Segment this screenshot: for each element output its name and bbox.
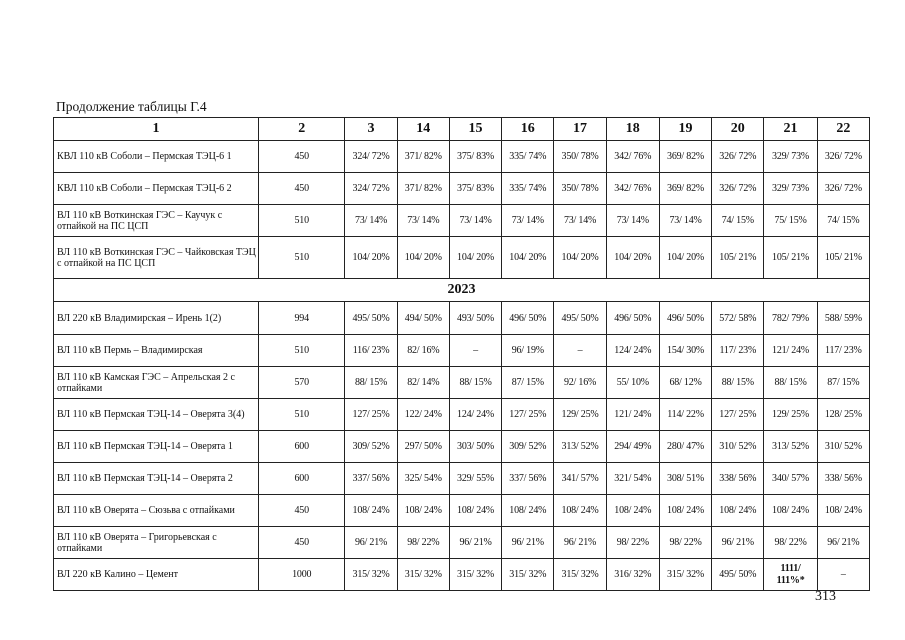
page-number: 313 (815, 589, 836, 604)
value-cell: 350/ 78% (554, 141, 606, 173)
value-cell: 316/ 32% (606, 559, 659, 591)
value-cell: 129/ 25% (764, 399, 817, 431)
capacity-cell: 450 (259, 495, 345, 527)
value-cell: 88/ 15% (712, 367, 764, 399)
value-cell: 104/ 20% (397, 237, 449, 279)
value-cell: 337/ 56% (502, 463, 554, 495)
value-cell: 324/ 72% (345, 141, 397, 173)
table-caption: Продолжение таблицы Г.4 (56, 99, 207, 114)
capacity-cell: 570 (259, 367, 345, 399)
capacity-cell: 600 (259, 431, 345, 463)
line-name-cell: ВЛ 110 кВ Оверята – Григорьевская с отпайками (54, 527, 259, 559)
table-row (54, 559, 870, 591)
table-row (54, 141, 870, 173)
line-name-cell: ВЛ 110 кВ Пермская ТЭЦ-14 – Оверята 2 (54, 463, 259, 495)
value-cell: 495/ 50% (345, 302, 397, 335)
value-cell: 98/ 22% (397, 527, 449, 559)
value-cell: 105/ 21% (764, 237, 817, 279)
value-cell: 326/ 72% (817, 141, 869, 173)
table-row (54, 335, 870, 367)
value-cell: 496/ 50% (659, 302, 711, 335)
value-cell: 96/ 21% (345, 527, 397, 559)
value-cell: 321/ 54% (606, 463, 659, 495)
value-cell: 494/ 50% (397, 302, 449, 335)
header-row (54, 118, 870, 141)
value-cell: 127/ 25% (712, 399, 764, 431)
value-cell: 96/ 21% (502, 527, 554, 559)
column-header: 16 (502, 118, 554, 141)
value-cell: 75/ 15% (764, 205, 817, 237)
capacity-cell: 450 (259, 173, 345, 205)
capacity-cell: 450 (259, 527, 345, 559)
value-cell: 87/ 15% (502, 367, 554, 399)
value-cell: 340/ 57% (764, 463, 817, 495)
value-cell: 371/ 82% (397, 173, 449, 205)
value-cell: 129/ 25% (554, 399, 606, 431)
rows-after-year (54, 302, 870, 591)
value-cell: 313/ 52% (554, 431, 606, 463)
value-cell: 335/ 74% (502, 141, 554, 173)
value-cell: 74/ 15% (817, 205, 869, 237)
value-cell: 495/ 50% (712, 559, 764, 591)
value-cell: 104/ 20% (659, 237, 711, 279)
table-row (54, 463, 870, 495)
table-row (54, 237, 870, 279)
value-cell: 104/ 20% (502, 237, 554, 279)
line-name-cell: КВЛ 110 кВ Соболи – Пермская ТЭЦ-6 2 (54, 173, 259, 205)
value-cell: 116/ 23% (345, 335, 397, 367)
value-cell: 82/ 14% (397, 367, 449, 399)
value-cell: 495/ 50% (554, 302, 606, 335)
value-cell: 96/ 19% (502, 335, 554, 367)
value-cell: 341/ 57% (554, 463, 606, 495)
value-cell: 375/ 83% (449, 141, 501, 173)
capacity-cell: 994 (259, 302, 345, 335)
table-row (54, 399, 870, 431)
column-header: 2 (259, 118, 345, 141)
value-cell: 371/ 82% (397, 141, 449, 173)
value-cell: 108/ 24% (817, 495, 869, 527)
column-header: 15 (449, 118, 501, 141)
table-row (54, 431, 870, 463)
column-header: 19 (659, 118, 711, 141)
value-cell: 308/ 51% (659, 463, 711, 495)
line-name-cell: ВЛ 110 кВ Пермская ТЭЦ-14 – Оверята 1 (54, 431, 259, 463)
value-cell: 342/ 76% (606, 173, 659, 205)
value-cell: 73/ 14% (606, 205, 659, 237)
value-cell: 108/ 24% (397, 495, 449, 527)
value-cell: 309/ 52% (345, 431, 397, 463)
column-header: 1 (54, 118, 259, 141)
line-name-cell: ВЛ 110 кВ Камская ГЭС – Апрельская 2 с отпайками (54, 367, 259, 399)
data-table (53, 117, 870, 591)
value-cell: 496/ 50% (502, 302, 554, 335)
value-cell: 73/ 14% (397, 205, 449, 237)
value-cell: 280/ 47% (659, 431, 711, 463)
value-cell: 92/ 16% (554, 367, 606, 399)
value-cell: 82/ 16% (397, 335, 449, 367)
line-name-cell: ВЛ 110 кВ Пермь – Владимирская (54, 335, 259, 367)
value-cell: 310/ 52% (712, 431, 764, 463)
value-cell: 369/ 82% (659, 141, 711, 173)
value-cell: 117/ 23% (817, 335, 869, 367)
value-cell: 329/ 73% (764, 141, 817, 173)
value-cell: 96/ 21% (817, 527, 869, 559)
capacity-cell: 510 (259, 335, 345, 367)
line-name-cell: ВЛ 110 кВ Пермская ТЭЦ-14 – Оверята 3(4) (54, 399, 259, 431)
value-cell: – (449, 335, 501, 367)
value-cell: 98/ 22% (764, 527, 817, 559)
value-cell: 108/ 24% (659, 495, 711, 527)
value-cell: 375/ 83% (449, 173, 501, 205)
value-cell: 117/ 23% (712, 335, 764, 367)
value-cell: 88/ 15% (449, 367, 501, 399)
value-cell: 104/ 20% (345, 237, 397, 279)
value-cell: 297/ 50% (397, 431, 449, 463)
value-cell: 315/ 32% (502, 559, 554, 591)
value-cell: 338/ 56% (817, 463, 869, 495)
value-cell: 73/ 14% (554, 205, 606, 237)
value-cell: 73/ 14% (502, 205, 554, 237)
value-cell: 326/ 72% (712, 141, 764, 173)
table-row (54, 302, 870, 335)
table-row (54, 173, 870, 205)
value-cell: 114/ 22% (659, 399, 711, 431)
column-header: 18 (606, 118, 659, 141)
column-header: 21 (764, 118, 817, 141)
value-cell: 96/ 21% (449, 527, 501, 559)
line-name-cell: КВЛ 110 кВ Соболи – Пермская ТЭЦ-6 1 (54, 141, 259, 173)
value-cell: 121/ 24% (764, 335, 817, 367)
value-cell: 1111/ 111%* (764, 559, 817, 591)
value-cell: 369/ 82% (659, 173, 711, 205)
value-cell: 294/ 49% (606, 431, 659, 463)
line-name-cell: ВЛ 110 кВ Оверята – Сюзьва с отпайками (54, 495, 259, 527)
value-cell: 121/ 24% (606, 399, 659, 431)
value-cell: 108/ 24% (345, 495, 397, 527)
value-cell: – (817, 559, 869, 591)
capacity-cell: 600 (259, 463, 345, 495)
capacity-cell: 510 (259, 399, 345, 431)
value-cell: 105/ 21% (712, 237, 764, 279)
value-cell: 96/ 21% (712, 527, 764, 559)
column-header: 17 (554, 118, 606, 141)
value-cell: 493/ 50% (449, 302, 501, 335)
value-cell: 73/ 14% (659, 205, 711, 237)
value-cell: 88/ 15% (764, 367, 817, 399)
value-cell: 73/ 14% (449, 205, 501, 237)
value-cell: 127/ 25% (502, 399, 554, 431)
value-cell: 782/ 79% (764, 302, 817, 335)
value-cell: 74/ 15% (712, 205, 764, 237)
capacity-cell: 510 (259, 205, 345, 237)
value-cell: 572/ 58% (712, 302, 764, 335)
value-cell: 96/ 21% (554, 527, 606, 559)
line-name-cell: ВЛ 220 кВ Калино – Цемент (54, 559, 259, 591)
table-row (54, 495, 870, 527)
value-cell: 315/ 32% (345, 559, 397, 591)
value-cell: 303/ 50% (449, 431, 501, 463)
value-cell: 315/ 32% (554, 559, 606, 591)
value-cell: 127/ 25% (345, 399, 397, 431)
value-cell: 73/ 14% (345, 205, 397, 237)
value-cell: 108/ 24% (712, 495, 764, 527)
value-cell: 108/ 24% (554, 495, 606, 527)
value-cell: 98/ 22% (659, 527, 711, 559)
value-cell: 108/ 24% (449, 495, 501, 527)
value-cell: 124/ 24% (606, 335, 659, 367)
column-header: 3 (345, 118, 397, 141)
value-cell: 337/ 56% (345, 463, 397, 495)
year-label: 2023 (54, 279, 870, 302)
value-cell: 588/ 59% (817, 302, 869, 335)
year-row (54, 279, 870, 302)
value-cell: 98/ 22% (606, 527, 659, 559)
column-header: 20 (712, 118, 764, 141)
value-cell: 315/ 32% (449, 559, 501, 591)
value-cell: 108/ 24% (764, 495, 817, 527)
value-cell: 122/ 24% (397, 399, 449, 431)
capacity-cell: 1000 (259, 559, 345, 591)
value-cell: 124/ 24% (449, 399, 501, 431)
value-cell: 104/ 20% (449, 237, 501, 279)
line-name-cell: ВЛ 220 кВ Владимирская – Ирень 1(2) (54, 302, 259, 335)
year-section (54, 279, 870, 302)
value-cell: 338/ 56% (712, 463, 764, 495)
value-cell: 88/ 15% (345, 367, 397, 399)
value-cell: 104/ 20% (606, 237, 659, 279)
capacity-cell: 510 (259, 237, 345, 279)
value-cell: 335/ 74% (502, 173, 554, 205)
column-header: 14 (397, 118, 449, 141)
rows-before-year (54, 141, 870, 279)
value-cell: – (554, 335, 606, 367)
table-row (54, 205, 870, 237)
value-cell: 342/ 76% (606, 141, 659, 173)
value-cell: 326/ 72% (712, 173, 764, 205)
value-cell: 154/ 30% (659, 335, 711, 367)
value-cell: 329/ 73% (764, 173, 817, 205)
value-cell: 315/ 32% (397, 559, 449, 591)
line-name-cell: ВЛ 110 кВ Воткинская ГЭС – Каучук с отпайкой на ПС ЦСП (54, 205, 259, 237)
value-cell: 313/ 52% (764, 431, 817, 463)
value-cell: 325/ 54% (397, 463, 449, 495)
value-cell: 309/ 52% (502, 431, 554, 463)
value-cell: 326/ 72% (817, 173, 869, 205)
value-cell: 310/ 52% (817, 431, 869, 463)
capacity-cell: 450 (259, 141, 345, 173)
value-cell: 105/ 21% (817, 237, 869, 279)
value-cell: 68/ 12% (659, 367, 711, 399)
value-cell: 329/ 55% (449, 463, 501, 495)
column-header: 22 (817, 118, 869, 141)
value-cell: 350/ 78% (554, 173, 606, 205)
line-name-cell: ВЛ 110 кВ Воткинская ГЭС – Чайковская ТЭЦ с отпайкой на ПС ЦСП (54, 237, 259, 279)
value-cell: 104/ 20% (554, 237, 606, 279)
value-cell: 55/ 10% (606, 367, 659, 399)
value-cell: 87/ 15% (817, 367, 869, 399)
table-row (54, 527, 870, 559)
value-cell: 108/ 24% (606, 495, 659, 527)
value-cell: 496/ 50% (606, 302, 659, 335)
value-cell: 108/ 24% (502, 495, 554, 527)
table-row (54, 367, 870, 399)
value-cell: 324/ 72% (345, 173, 397, 205)
value-cell: 315/ 32% (659, 559, 711, 591)
value-cell: 128/ 25% (817, 399, 869, 431)
